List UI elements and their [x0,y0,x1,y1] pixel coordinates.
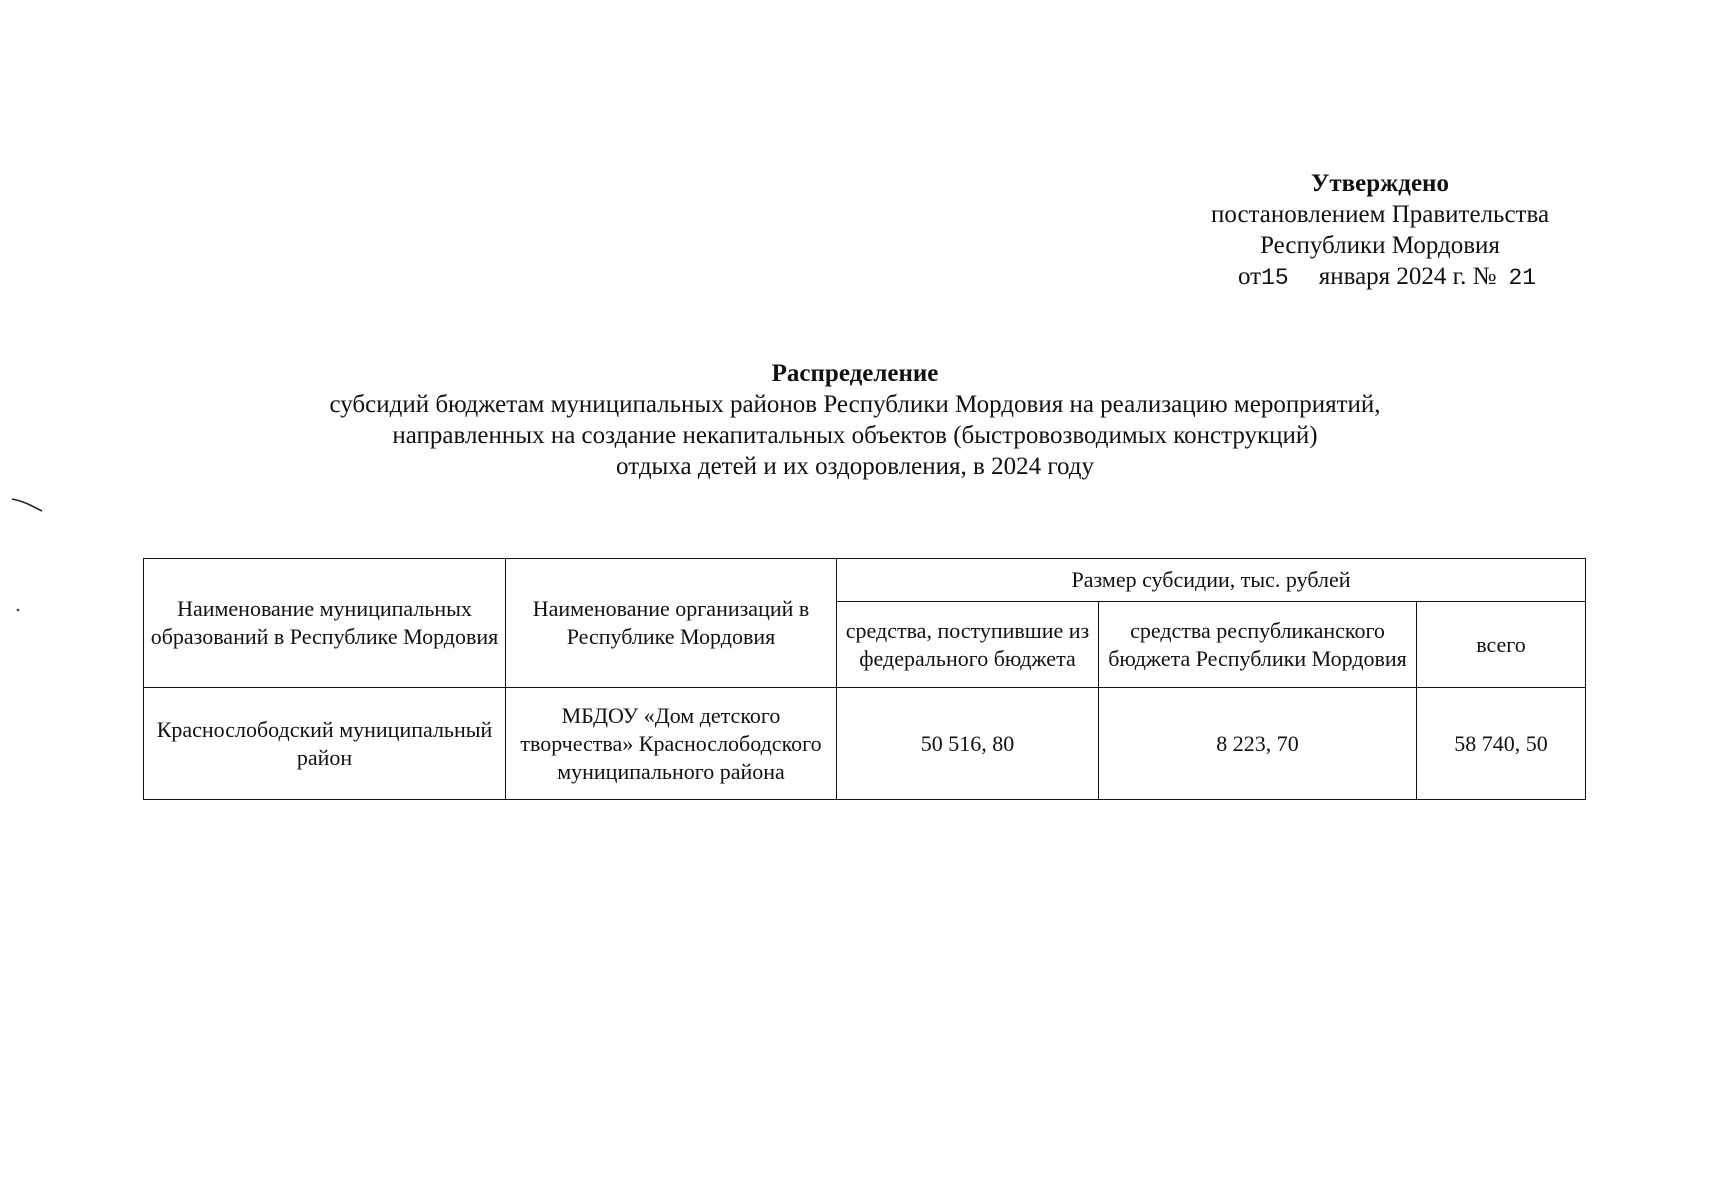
document-title: Распределение [771,360,939,387]
approval-heading: Утверждено [1311,170,1449,197]
approval-block [1160,168,1600,294]
header-row [144,559,1586,602]
cell-total: 58 740, 50 [1417,688,1586,800]
header-republic: средства республиканского бюджета Республики Мордовия [1099,602,1417,688]
subtitle-line-1: субсидий бюджетам муниципальных районов Республики Мордовия на реализацию мероприятий, [329,391,1381,418]
cell-federal: 50 516, 80 [837,688,1099,800]
title-block [140,358,1570,482]
header-federal: средства, поступившие из федерального бюджета [837,602,1099,688]
subtitle-line-2: направленных на создание некапитальных объектов (быстровозводимых конструкций) [392,422,1318,449]
header-organization: Наименование организаций в Республике Мордовия [506,559,837,688]
header-municipality: Наименование муниципальных образований в Республике Мордовия [144,559,506,688]
table-row [144,688,1586,800]
subtitle-line-3: отдыха детей и их оздоровления, в 2024 году [616,453,1094,480]
cell-organization: МБДОУ «Дом детского творчества» Краснослободского муниципального района [506,688,837,800]
approval-line-2: Республики Мордовия [1260,232,1500,259]
date-day: 15 [1261,265,1289,291]
cell-municipality: Краснослободский муниципальный район [144,688,506,800]
document-number: 21 [1508,265,1537,291]
date-prefix: от [1238,263,1262,290]
date-text: января 2024 г. № [1318,263,1497,290]
cell-republic: 8 223, 70 [1099,688,1417,800]
subsidy-table [143,558,1586,800]
scan-mark [10,495,44,515]
header-subsidy-group: Размер субсидии, тыс. рублей [837,559,1586,602]
header-total: всего [1417,602,1586,688]
scan-dot [15,607,21,613]
approval-date-line [1160,261,1600,294]
approval-line-1: постановлением Правительства [1210,201,1550,228]
